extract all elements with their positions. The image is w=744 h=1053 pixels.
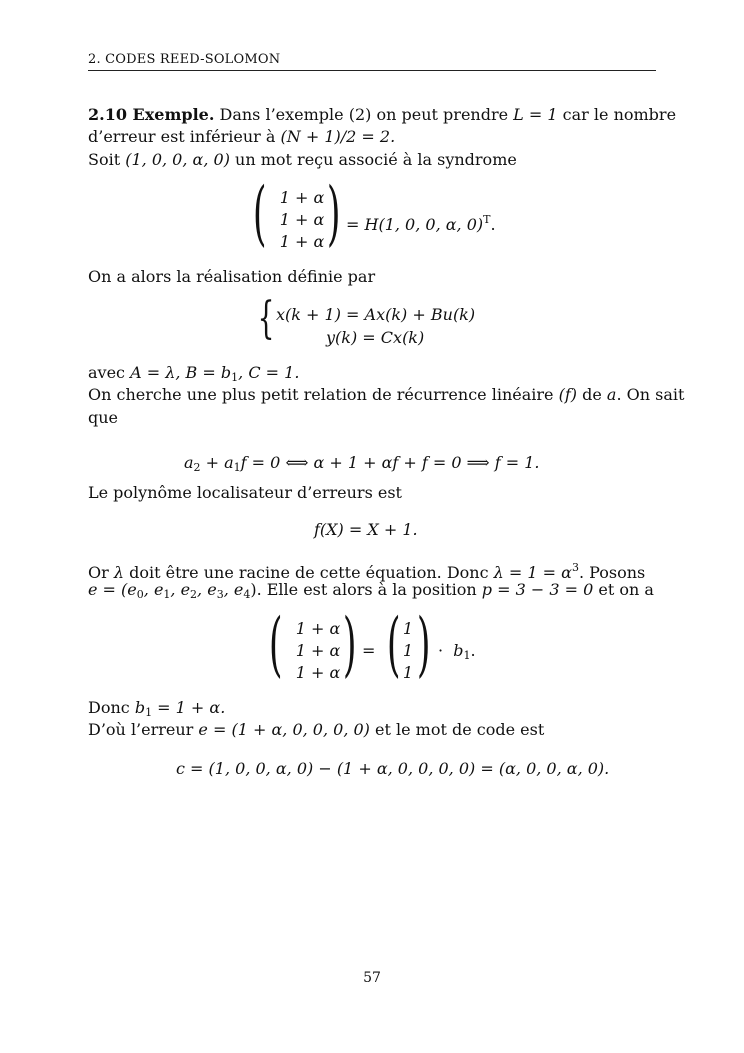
math: (f)	[558, 385, 577, 404]
text: car le nombre	[562, 105, 677, 124]
system-eq-2: y(k) = Cx(k)	[326, 328, 425, 347]
text: un mot reçu associé à la syndrome	[235, 150, 517, 169]
sub: 4	[243, 588, 251, 601]
sub: 2	[190, 588, 198, 601]
equals-sign: =	[362, 641, 376, 660]
math: a	[184, 453, 194, 472]
example-line-2	[88, 126, 395, 148]
math: λ	[113, 563, 124, 582]
math: e = (1 + α, 0, 0, 0, 0)	[198, 720, 370, 739]
math: f = 0 ⟺ α + 1 + αf + f = 0 ⟹ f = 1.	[240, 453, 540, 472]
math: b	[134, 698, 146, 717]
left-paren: (	[386, 603, 401, 685]
right-paren: )	[342, 603, 357, 685]
sub: 1	[231, 371, 239, 384]
math: .	[470, 641, 476, 660]
math: = 1 + α.	[152, 698, 226, 717]
sub: 1	[163, 588, 171, 601]
math: e = (e	[88, 580, 137, 599]
text: . Posons	[578, 563, 646, 582]
example-label: 2.10 Exemple.	[88, 105, 215, 124]
math: (N + 1)/2 = 2.	[280, 127, 396, 146]
header-rule	[88, 70, 656, 71]
math: λ = 1 = α	[493, 563, 572, 582]
sub: 1	[463, 649, 471, 662]
matrix-entry: 1 + α	[279, 210, 325, 229]
sub: 0	[136, 588, 144, 601]
text: et on a	[598, 580, 654, 599]
sub: 3	[216, 588, 224, 601]
left-paren: (	[252, 172, 267, 254]
system-eq-1: x(k + 1) = Ax(k) + Bu(k)	[276, 305, 476, 324]
text: Or	[88, 563, 109, 582]
page-number: 57	[363, 970, 381, 986]
matrix-entry: 1	[402, 663, 414, 682]
text: et le mot de code est	[375, 720, 545, 739]
polynome-intro: Le polynôme localisateur d’erreurs est	[88, 483, 402, 502]
matrix-entry: 1 + α	[295, 619, 341, 638]
math: (1, 0, 0, α, 0)	[125, 150, 230, 169]
text: d’erreur est inférieur à	[88, 127, 276, 146]
right-paren: )	[326, 172, 341, 254]
sub: 1	[233, 461, 241, 474]
math: , C = 1.	[238, 363, 300, 382]
example-line-1	[88, 104, 676, 126]
matrix-entry: 1	[402, 619, 414, 638]
text: avec	[88, 363, 126, 382]
matrix1-rhs	[346, 209, 496, 236]
matrix-entry: 1 + α	[295, 663, 341, 682]
math: ·	[438, 641, 444, 660]
running-head: 2. CODES REED-SOLOMON	[88, 52, 281, 67]
math: a	[606, 385, 617, 404]
matrix2-right-column	[398, 618, 418, 684]
math: A = λ, B = b	[130, 363, 232, 382]
math: (2)	[348, 105, 372, 124]
left-paren: (	[268, 603, 283, 685]
text: D’où l’erreur	[88, 720, 194, 739]
matrix2-rhs	[438, 640, 476, 667]
right-paren: )	[416, 603, 431, 685]
text: . On sait	[616, 385, 685, 404]
math: + a	[200, 453, 234, 472]
text: ). Elle est alors à la position	[250, 580, 477, 599]
matrix2-left-column	[288, 618, 348, 684]
final-equation: c = (1, 0, 0, α, 0) − (1 + α, 0, 0, 0, 0) = (α, 0, 0, α, 0).	[176, 759, 610, 778]
math: = H(1, 0, 0, α, 0)	[346, 215, 484, 234]
matrix-entry: 1 + α	[295, 641, 341, 660]
sup: T	[483, 213, 491, 226]
conclusion-line-2	[88, 719, 544, 741]
text: de	[582, 385, 602, 404]
matrix1-column	[272, 187, 332, 253]
recurrence-line-2: que	[88, 408, 119, 427]
text: on peut prendre	[376, 105, 509, 124]
text: doit être une racine de cette équation. Donc	[129, 563, 489, 582]
math: L = 1	[513, 105, 558, 124]
text: On cherche une plus petit relation de récurrence linéaire	[88, 385, 554, 404]
realisation-intro: On a alors la réalisation définie par	[88, 267, 376, 286]
sub: 1	[145, 706, 153, 719]
brace: {	[257, 293, 275, 344]
matrix-entry: 1	[402, 641, 414, 660]
matrix-entry: 1 + α	[279, 188, 325, 207]
math: b	[453, 641, 464, 660]
text: Soit	[88, 150, 121, 169]
recurrence-line-1	[88, 384, 684, 406]
racine-line-2: $e = (e_0$, $e_1$, $e_2$, $e_3$, $e_4$). Elle est alors à la position p = 3 − 3 = 0 et on a	[88, 580, 654, 601]
polynome-equation: f(X) = X + 1.	[314, 520, 418, 539]
text: Dans l’exemple	[219, 105, 344, 124]
matrix-entry: 1 + α	[279, 232, 325, 251]
math: p = 3 − 3 = 0	[481, 580, 594, 599]
example-line-3	[88, 149, 517, 171]
math: .	[490, 215, 496, 234]
sup: 3	[571, 561, 579, 574]
sub: 2	[193, 461, 201, 474]
text: Donc	[88, 698, 130, 717]
recurrence-equation	[184, 452, 539, 479]
